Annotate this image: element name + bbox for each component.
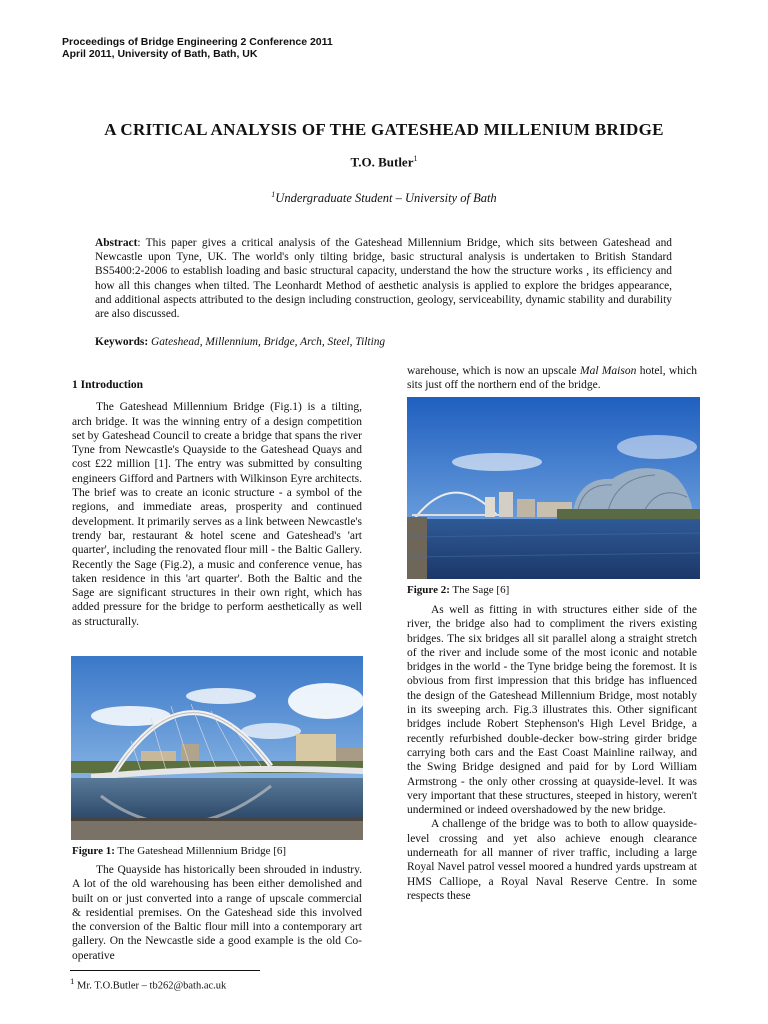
figure-1-image [71, 656, 363, 840]
affiliation-text: Undergraduate Student – University of Bath [275, 191, 497, 206]
keywords-values: Gateshead, Millennium, Bridge, Arch, Steel, Tilting [151, 336, 386, 348]
proceedings-location: April 2011, University of Bath, Bath, UK [62, 48, 258, 60]
left-column-top [72, 378, 362, 629]
proceedings-title: Proceedings of Bridge Engineering 2 Conference 2011 [62, 36, 333, 48]
right-paragraph-2: A challenge of the bridge was to both to allow quayside-level crossing and yet also achieve enough clearance underneath for all manner of river traffic, including a large Royal Navel patrol vessel moored a hundred yards upstream at HMS Calliope, a Royal Naval Reserve Centre. In some respects these [407, 818, 697, 902]
figure-1-caption-text: The Gateshead Millennium Bridge [6] [114, 845, 287, 857]
continuation-text-2: hotel, which sits just off the northern end of the bridge. [407, 365, 698, 392]
right-column-bottom [407, 603, 697, 903]
figure-1-label: Figure 1: [72, 845, 115, 857]
sage-illustration [407, 397, 700, 579]
right-column-top [407, 364, 697, 393]
millennium-bridge-illustration [71, 656, 363, 840]
affiliation-sup: 1 [271, 190, 276, 199]
author-name: T.O. Butler [350, 154, 414, 170]
proceedings-header [62, 36, 333, 60]
author-sup: 1 [413, 154, 418, 163]
footnote [70, 976, 226, 992]
intro-paragraph-1: The Gateshead Millennium Bridge (Fig.1) is a tilting, arch bridge. It was the winning entry of a design competition set by Gateshead Council to create a bridge that spans the river Tyne from Newcastle's Quayside to the Gateshead Quays and cost £22 million [1]. The entry was submitted by consulting engineers Gifford and Partners with Wilkinson Eyre architects. The brief was to create an iconic structure - a symbol of the regions, and immediate areas, prosperity and continued development. It primarily serves as a link between Newcastle's trendy bar, restaurant & hotel scene and Gateshead's 'art quarter', including the renovated flour mill - the Baltic Gallery. Recently the Sage (Fig.2), a music and conference venue, has taken residence in this 'art quarter'. Both the Baltic and the Sage are significant structures in their own right, which has added pressure for the bridge to perform aesthetically as well as structurally. [72, 401, 362, 628]
abstract [95, 236, 672, 321]
keywords-label: Keywords: [95, 336, 149, 348]
keywords [95, 336, 672, 348]
footnote-sup: 1 [70, 976, 75, 986]
figure-2-label: Figure 2: [407, 584, 450, 596]
figure-2-image [407, 397, 700, 579]
figure-2-caption [407, 584, 509, 596]
footnote-divider [70, 970, 260, 971]
intro-paragraph-2: The Quayside has historically been shrouded in industry. A lot of the old warehousing has been either demolished and built on or just converted into a range of upscale commercial & residential premises. On the Gateshead side this involved the conversion of the Baltic flour mill into a contemporary art gallery. On the Newcastle side a good example is the old Co-operative [72, 864, 362, 962]
footnote-text: Mr. T.O.Butler – tb262@bath.ac.uk [74, 980, 227, 992]
abstract-text: : This paper gives a critical analysis of the Gateshead Millennium Bridge, which sits between Gateshead and Newcastle upon Tyne, UK. The world's only tilting bridge, basic structural analysis is undertaken to British Standard BS5400:2-2006 to establish loading and basic structural capacity, understand the how the structure works , its efficiency and how all this changes when tilted. The Leonhardt Method of aesthetic analysis is applied to explore the bridges appearance, and additional aspects attributed to the design including construction, geology, serviceability, dynamic stability and durability are also discussed. [95, 237, 672, 321]
right-paragraph-1: As well as fitting in with structures either side of the river, the bridge also had to compliment the rivers existing bridges. The six bridges all sit parallel along a straight stretch of the river and include some of the most iconic and notable bridges in the world - the Tyne bridge being the foremost. It is obvious from first impression that this bridge has influenced the design of the Gateshead Millennium Bridge, most notably in its sweeping arch. Fig.3 illustrates this. Other significant bridges include Robert Stephenson's High Level Bridge, a recently refurbished double-decker bow-string girder bridge carrying both cars and the East Coast Mainline railway, and the Swing Bridge designed and paid for by Lord William Armstrong - the only other crossing at quayside-level. It was very important that these structures, steeped in history, weren't undermined or indeed overshadowed by the new bridge. [407, 604, 697, 817]
figure-1-caption [72, 845, 286, 857]
section-heading-introduction: 1 Introduction [72, 379, 144, 391]
continuation-paragraph [407, 364, 697, 393]
abstract-label: Abstract [95, 237, 138, 249]
continuation-text-1: warehouse, which is now an upscale [407, 365, 580, 377]
figure-2-caption-text: The Sage [6] [449, 584, 510, 596]
affiliation [0, 190, 768, 206]
left-column-bottom [72, 863, 362, 963]
continuation-italic: Mal Maison [579, 365, 637, 377]
author [0, 154, 768, 170]
paper-title: A CRITICAL ANALYSIS OF THE GATESHEAD MILLENIUM BRIDGE [104, 120, 664, 139]
